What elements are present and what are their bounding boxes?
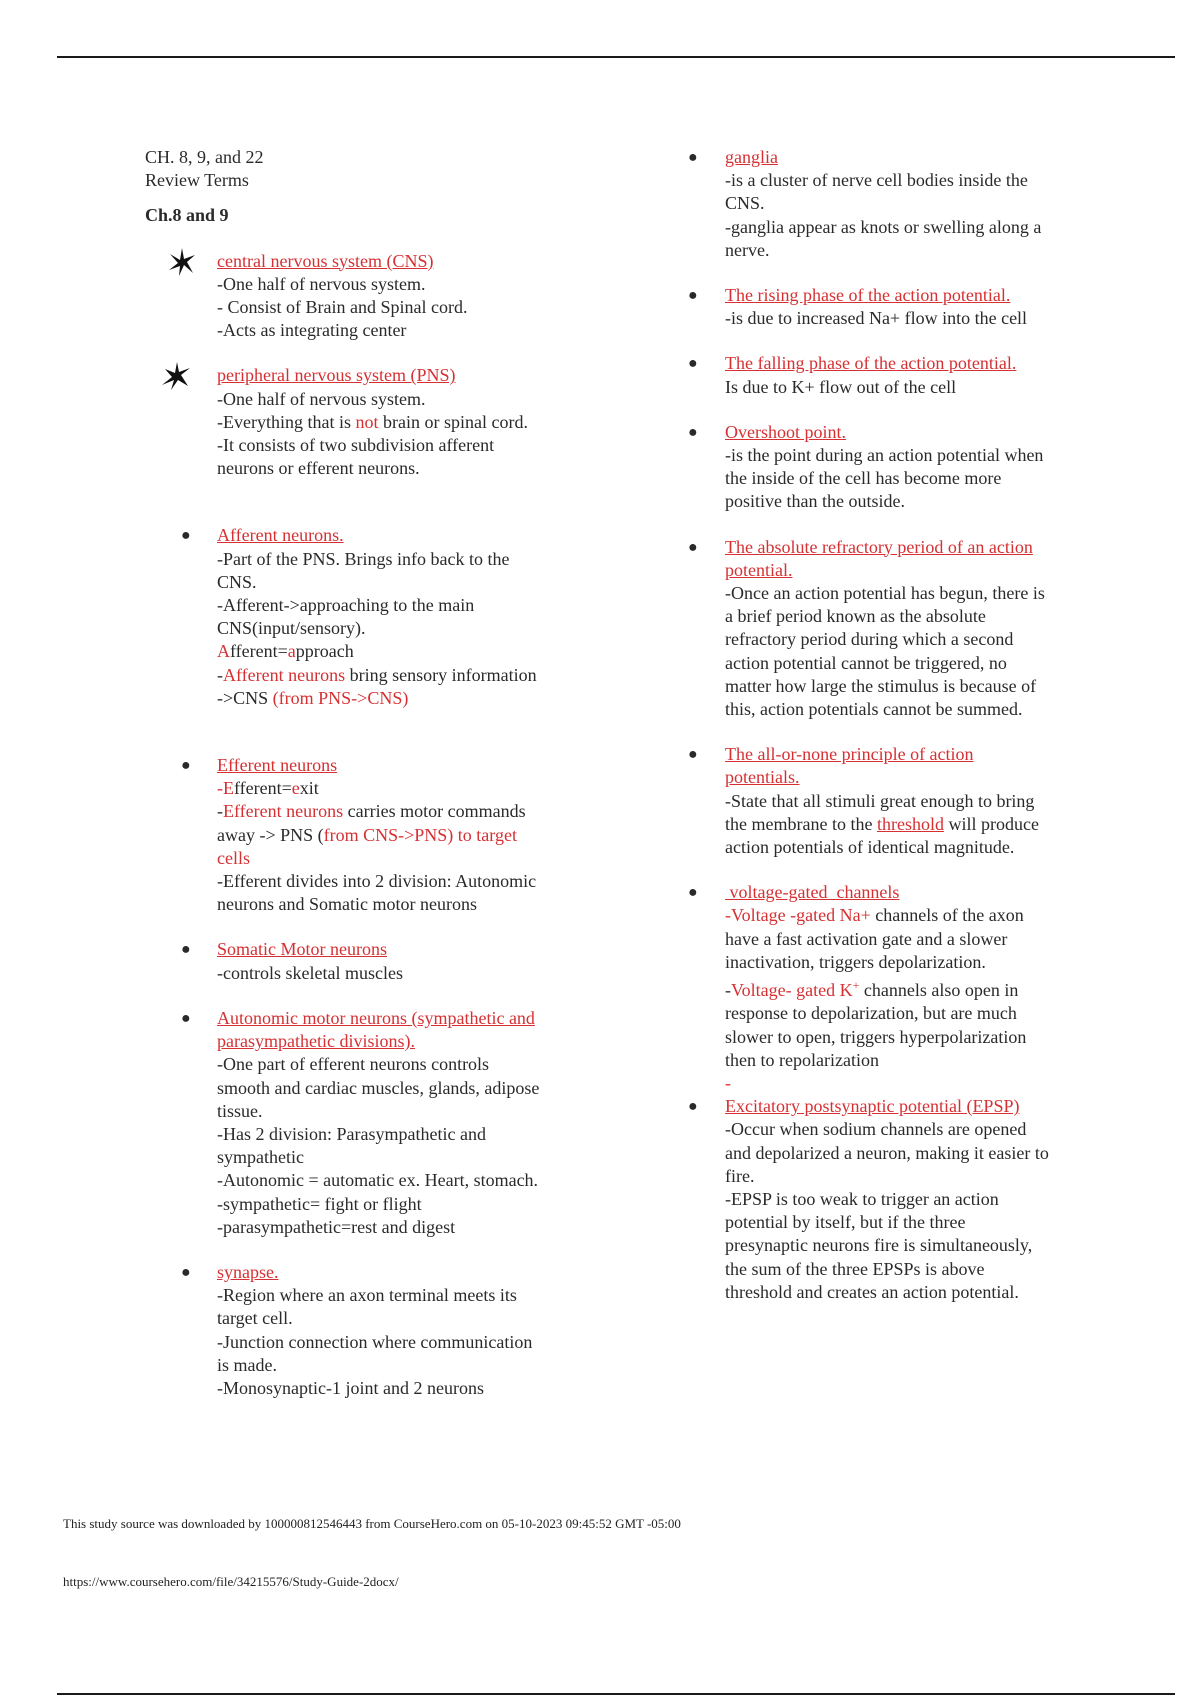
definition-line: the sum of the three EPSPs is above [725, 1258, 985, 1279]
bullet-icon: ● [181, 757, 191, 775]
source-url[interactable]: https://www.coursehero.com/file/34215576/Study-Guide-2docx/ [63, 1574, 399, 1589]
text-run: e [291, 778, 300, 799]
definition-line: -It consists of two subdivision afferent [217, 435, 495, 456]
right-column [680, 146, 1100, 1304]
definition-line: Is due to K+ flow out of the cell [725, 376, 957, 397]
definition-line: a brief period known as the absolute [725, 606, 986, 627]
definition-line: tissue. [217, 1100, 263, 1121]
definition-line: sympathetic [217, 1147, 304, 1168]
text-run: A [217, 641, 230, 662]
definition-line: action potentials of identical magnitude. [725, 837, 1015, 858]
term-entry-synapse [145, 1261, 595, 1400]
definition-line [217, 824, 595, 847]
term-entry-ganglia [680, 146, 1100, 262]
term-entry-pns [145, 364, 595, 480]
term-cns: central nervous system (CNS) [217, 250, 434, 271]
definition-line: -Acts as integrating center [217, 320, 407, 341]
text-run: bring sensory information [345, 664, 537, 685]
definition-line: -is due to increased Na+ flow into the cell [725, 308, 1028, 329]
definition-line: potential by itself, but if the three [725, 1212, 966, 1233]
bullet-icon: ● [181, 527, 191, 545]
definition-line: -One half of nervous system. [217, 273, 426, 294]
bottom-rule [57, 1693, 1175, 1695]
text-run: (from PNS->CNS) [272, 687, 409, 708]
definition-line: - Consist of Brain and Spinal cord. [217, 297, 468, 318]
definition-line: -One part of efferent neurons controls [217, 1054, 490, 1075]
definition-line [217, 800, 595, 823]
term-entry-overshoot [680, 421, 1100, 514]
text-run: pproach [295, 641, 354, 662]
term-entry-cns [145, 250, 595, 343]
term-entry-voltage-gated [680, 881, 1100, 1095]
definition-line: refractory period during which a second [725, 629, 1014, 650]
definition-line: -controls skeletal muscles [217, 962, 403, 983]
definition-line: positive than the outside. [725, 491, 905, 512]
text-run: E [223, 778, 234, 799]
definition-line: have a fast activation gate and a slower [725, 928, 1008, 949]
left-column [145, 146, 595, 1400]
text-run: + [852, 978, 860, 993]
text-run: - [725, 905, 731, 926]
text-run: ->CNS [217, 687, 273, 708]
bullet-icon: ● [688, 1098, 698, 1116]
top-rule [57, 56, 1175, 58]
bullet-icon: ● [688, 287, 698, 305]
text-run: xit [299, 778, 319, 799]
definition-line [217, 411, 595, 434]
term-entry-somatic [145, 938, 595, 984]
definition-line: this, action potentials cannot be summed. [725, 699, 1023, 720]
definition-line [217, 664, 595, 687]
definition-line: response to depolarization, but are much [725, 1003, 1017, 1024]
definition-line: -Efferent divides into 2 division: Autonomic [217, 871, 537, 892]
definition-line [217, 777, 595, 800]
threshold-link: threshold [876, 813, 944, 834]
definition-line: neurons and Somatic motor neurons [217, 894, 477, 915]
definition-line: matter how large the stimulus is because of [725, 675, 1037, 696]
bullet-icon: ● [688, 355, 698, 373]
term-entry-epsp [680, 1095, 1100, 1304]
text-run: will produce [943, 813, 1039, 834]
definition-line: -Has 2 division: Parasympathetic and [217, 1123, 486, 1144]
text-run: Voltage- gated K [731, 980, 853, 1001]
text-run: a [287, 641, 296, 662]
definition-line: -Monosynaptic-1 joint and 2 neurons [217, 1377, 484, 1398]
definition-line [725, 904, 1100, 927]
text-run: Efferent neurons [223, 801, 344, 822]
term-pns: peripheral nervous system (PNS) [217, 365, 456, 386]
term-entry-absolute-refractory [680, 536, 1100, 722]
text-run: - [217, 664, 223, 685]
term-ganglia: ganglia [725, 147, 778, 167]
term-autonomic-cont: parasympathetic divisions). [217, 1031, 415, 1052]
definition-line: presynaptic neurons fire is simultaneously, [725, 1235, 1033, 1256]
doc-title: CH. 8, 9, and 22 [145, 147, 264, 167]
text-run: away -> PNS ( [217, 824, 324, 845]
term-epsp: Excitatory postsynaptic potential (EPSP) [725, 1096, 1020, 1117]
definition-line: cells [217, 847, 250, 868]
text-run: Afferent neurons [223, 664, 346, 685]
definition-line: -is a cluster of nerve cell bodies inside the [725, 170, 1028, 191]
definition-line: nerve. [725, 239, 770, 260]
text-run: fferent= [230, 641, 288, 662]
definition-line: neurons or efferent neurons. [217, 458, 420, 479]
definition-line: then to repolarization [725, 1049, 879, 1070]
definition-line: CNS. [217, 571, 257, 592]
definition-line: -Autonomic = automatic ex. Heart, stomach. [217, 1170, 539, 1191]
text-run: the membrane to the [725, 813, 877, 834]
term-voltage-gated: voltage-gated channels [725, 882, 900, 903]
definition-line: inactivation, triggers depolarization. [725, 951, 986, 972]
definition-line: action potential cannot be triggered, no [725, 652, 1007, 673]
highlight-not: not [355, 411, 379, 432]
term-somatic: Somatic Motor neurons [217, 939, 387, 960]
doc-subtitle: Review Terms [145, 170, 249, 191]
term-absolute-refractory-cont: potential. [725, 559, 793, 580]
bullet-icon: ● [181, 1009, 191, 1027]
term-rising-phase: The rising phase of the action potential. [725, 285, 1011, 306]
definition-line: -Junction connection where communication [217, 1331, 533, 1352]
definition-line: target cell. [217, 1308, 293, 1329]
term-all-or-none-cont: potentials. [725, 767, 800, 788]
definition-line [217, 687, 595, 710]
definition-line: -Part of the PNS. Brings info back to the [217, 548, 510, 569]
term-entry-falling-phase [680, 352, 1100, 398]
definition-line: -sympathetic= fight or flight [217, 1193, 422, 1214]
text-run: - [725, 980, 731, 1001]
text-run: fferent= [234, 778, 292, 799]
definition-line: -EPSP is too weak to trigger an action [725, 1188, 999, 1209]
asterisk-star-icon [167, 246, 197, 278]
definition-line: CNS. [725, 193, 765, 214]
definition-line [217, 640, 595, 663]
text-run: brain or spinal cord. [378, 411, 528, 432]
term-falling-phase: The falling phase of the action potential. [725, 353, 1017, 374]
definition-line: -Once an action potential has begun, there is [725, 583, 1045, 604]
definition-line: the inside of the cell has become more [725, 468, 1002, 489]
definition-line: -is the point during an action potential when [725, 445, 1044, 466]
term-absolute-refractory: The absolute refractory period of an action [725, 536, 1033, 557]
text-run: - [217, 778, 223, 799]
definition-line [725, 974, 1100, 1002]
bullet-icon: ● [181, 1263, 191, 1281]
term-entry-efferent [145, 754, 595, 916]
bullet-icon: ● [688, 746, 698, 764]
definition-line: threshold and creates an action potential. [725, 1281, 1019, 1302]
definition-line: -parasympathetic=rest and digest [217, 1216, 456, 1237]
bullet-icon: ● [688, 884, 698, 902]
term-all-or-none: The all-or-none principle of action [725, 744, 974, 765]
bullet-icon: ● [688, 538, 698, 556]
term-overshoot: Overshoot point. [725, 421, 846, 442]
definition-line: - [725, 1072, 731, 1093]
text-run: - [217, 801, 223, 822]
definition-line: -Occur when sodium channels are opened [725, 1119, 1027, 1140]
definition-line: smooth and cardiac muscles, glands, adipose [217, 1077, 540, 1098]
asterisk-star-icon [161, 360, 191, 392]
term-afferent: Afferent neurons. [217, 525, 344, 546]
definition-line: slower to open, triggers hyperpolarization [725, 1026, 1027, 1047]
bullet-icon: ● [181, 941, 191, 959]
bullet-icon: ● [688, 149, 698, 166]
text-run: Voltage -gated Na+ [731, 905, 871, 926]
term-synapse: synapse. [217, 1261, 279, 1282]
bullet-icon: ● [688, 423, 698, 441]
definition-line: -ganglia appear as knots or swelling along a [725, 216, 1042, 237]
definition-line: -State that all stimuli great enough to bring [725, 790, 1035, 811]
section-title: Ch.8 and 9 [145, 205, 229, 226]
definition-line: and depolarized a neuron, making it easier to [725, 1142, 1049, 1163]
text-run: carries motor commands [343, 801, 526, 822]
download-notice: This study source was downloaded by 100000812546443 from CourseHero.com on 05-10-2023 09:45:52 GMT -05:00 [63, 1516, 681, 1531]
term-entry-all-or-none [680, 743, 1100, 859]
text-run: channels of the axon [870, 905, 1024, 926]
definition-line: -One half of nervous system. [217, 388, 426, 409]
definition-line: -Afferent->approaching to the main [217, 595, 475, 616]
definition-line: fire. [725, 1165, 755, 1186]
term-entry-afferent [145, 524, 595, 710]
definition-line [725, 813, 1100, 836]
term-entry-autonomic [145, 1007, 595, 1239]
term-entry-rising-phase [680, 284, 1100, 330]
text-run: channels also open in [859, 980, 1019, 1001]
text-run: from CNS->PNS) to target [323, 824, 517, 845]
term-autonomic: Autonomic motor neurons (sympathetic and [217, 1007, 535, 1028]
text-run: -Everything that is [217, 411, 356, 432]
definition-line: CNS(input/sensory). [217, 618, 366, 639]
definition-line: -Region where an axon terminal meets its [217, 1285, 517, 1306]
definition-line: is made. [217, 1354, 277, 1375]
term-efferent: Efferent neurons [217, 755, 338, 776]
